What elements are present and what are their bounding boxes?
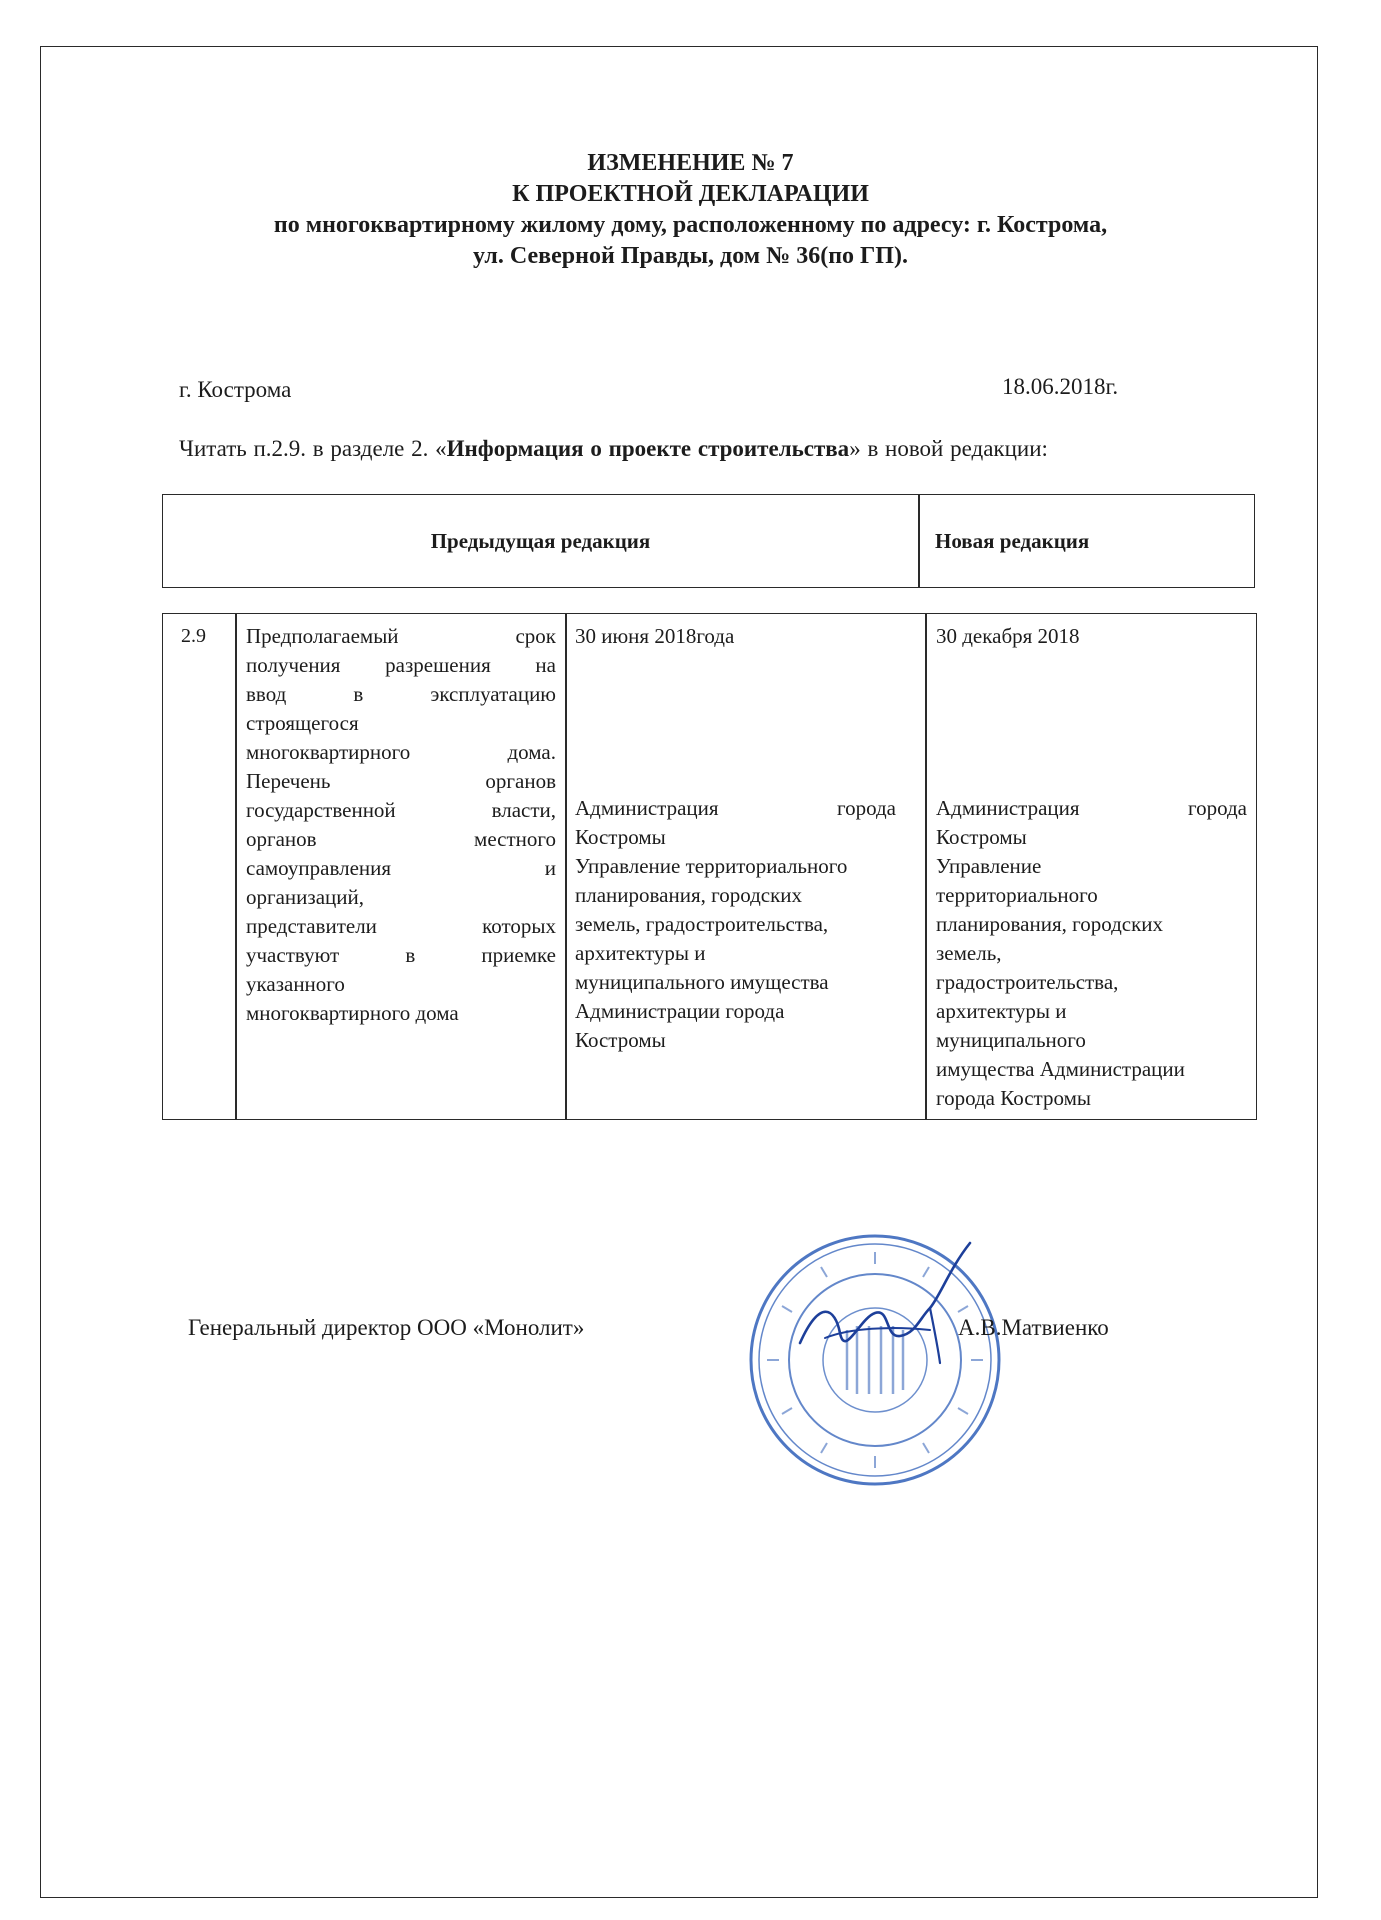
previous-date-cell: 30 июня 2018года (575, 624, 735, 648)
previous-org-line: земель, градостроительства, (575, 912, 829, 936)
previous-org-line: муниципального имущества (575, 970, 829, 994)
new-org-line: имущества Администрации (936, 1057, 1185, 1081)
signer-name: А.В.Матвиенко (958, 1315, 1109, 1340)
changes-table (162, 613, 1257, 1120)
title-line-2: К ПРОЕКТНОЙ ДЕКЛАРАЦИИ (512, 181, 869, 207)
title-line-3: по многоквартирному жилому дому, расположенному по адресу: г. Кострома, (273, 212, 1108, 238)
previous-org-line: Администрация города (575, 796, 896, 820)
new-org-line: города Костромы (936, 1086, 1091, 1110)
previous-org-line: Администрации города (575, 999, 785, 1023)
signer-position: Генеральный директор ООО «Монолит» (188, 1315, 585, 1340)
parameter-line: указанного (246, 972, 345, 996)
document-title (150, 148, 1231, 272)
new-organizations (936, 794, 1247, 1113)
new-date-cell: 30 декабря 2018 (936, 624, 1080, 648)
instruction-suffix: » в новой редакции: (849, 436, 1048, 461)
header-divider (918, 495, 920, 587)
new-org-line: территориального (936, 883, 1098, 907)
parameter-line: представители которых (246, 914, 556, 938)
new-org-line: планирования, городских (936, 912, 1164, 936)
parameter-line: многоквартирного дома. (246, 740, 556, 764)
parameter-cell (246, 622, 556, 1028)
title-line-4: ул. Северной Правды, дом № 36(по ГП). (473, 243, 908, 269)
column-divider (235, 614, 237, 1119)
parameter-line: государственной власти, (246, 798, 556, 822)
new-org-line: Администрация города (936, 796, 1247, 820)
parameter-line: строящегося (246, 711, 359, 735)
document-date: 18.06.2018г. (1002, 374, 1119, 399)
parameter-line: органов местного (246, 827, 556, 851)
director-signature (780, 1238, 1000, 1378)
parameter-line: получения разрешения на (246, 653, 556, 677)
previous-org-line: архитектуры и (575, 941, 706, 965)
parameter-line: ввод в эксплуатацию (246, 682, 556, 706)
parameter-line: организаций, (246, 885, 364, 909)
previous-org-line: планирования, городских (575, 883, 803, 907)
new-org-line: градостроительства, (936, 970, 1119, 994)
instruction-prefix: Читать п.2.9. в разделе 2. « (179, 436, 447, 461)
previous-org-line: Костромы (575, 825, 666, 849)
instruction-line (179, 436, 1048, 462)
title-line-1: ИЗМЕНЕНИЕ № 7 (587, 150, 794, 176)
parameter-line: самоуправления и (246, 856, 556, 880)
header-new-edition: Новая редакция (935, 528, 1090, 553)
previous-organizations (575, 794, 896, 1055)
item-number: 2.9 (181, 625, 206, 647)
column-divider (925, 614, 927, 1119)
previous-org-line: Костромы (575, 1028, 666, 1052)
parameter-line: многоквартирного дома (246, 1001, 459, 1025)
new-org-line: архитектуры и (936, 999, 1067, 1023)
parameter-line: Перечень органов (246, 769, 556, 793)
new-org-line: Управление (936, 854, 1042, 878)
new-org-line: Костромы (936, 825, 1027, 849)
column-divider (565, 614, 567, 1119)
document-place: г. Кострома (179, 377, 292, 402)
parameter-line: Предполагаемый срок (246, 624, 556, 648)
new-org-line: земель, (936, 941, 1002, 965)
header-table (162, 494, 1255, 588)
new-org-line: муниципального (936, 1028, 1086, 1052)
previous-org-line: Управление территориального (575, 854, 848, 878)
parameter-line: участвуют в приемке (246, 943, 556, 967)
instruction-section-name: Информация о проекте строительства (446, 436, 850, 461)
header-previous-edition: Предыдущая редакция (430, 528, 651, 553)
